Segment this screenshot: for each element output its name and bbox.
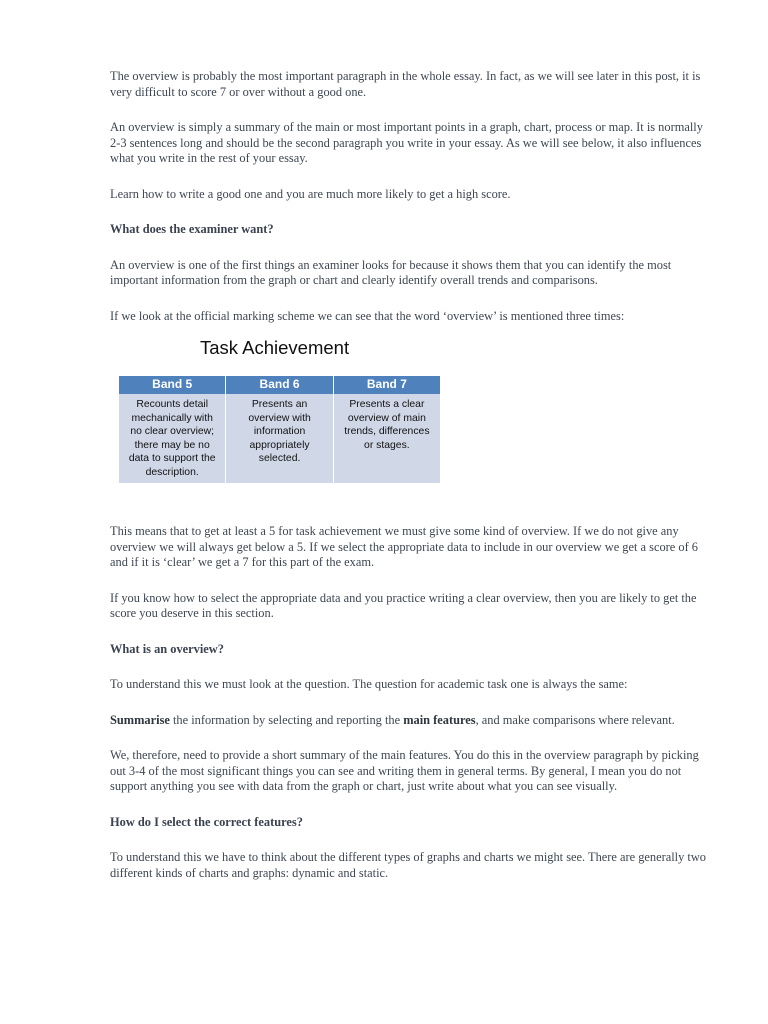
- figure-title: Task Achievement: [200, 337, 350, 358]
- header-band-5: Band 5: [119, 376, 226, 394]
- cell-band-5: [119, 394, 226, 483]
- header-band-6: Band 6: [226, 376, 333, 394]
- header-band-7: Band 7: [333, 376, 440, 394]
- article-body: [110, 69, 716, 901]
- heading-examiner: What does the examiner want?: [110, 222, 274, 236]
- table-row: [119, 394, 440, 483]
- paragraph-learn: Learn how to write a good one and you are much more likely to get a high score.: [110, 186, 511, 201]
- paragraph-chart-types: To understand this we have to think about the different types of graphs and charts we might see. There are generally two different kinds of charts and graphs: dynamic and static.: [110, 850, 706, 880]
- prompt-text-2: , and make comparisons where relevant.: [475, 712, 675, 727]
- bold-summarise: Summarise: [110, 712, 170, 727]
- task-achievement-figure: [110, 337, 716, 524]
- cell-band-7: [333, 394, 440, 483]
- paragraph-question: To understand this we must look at the question. The question for academic task one is always the same:: [110, 677, 628, 691]
- paragraph-task-prompt: [110, 713, 716, 729]
- paragraph-band-meaning: This means that to get at least a 5 for task achievement we must give some kind of overview. If we do not give any overview we will always get below a 5. If we select the appropriate data to include in our overview we get a score of 6 and if it is ‘clear’ we get a 7 for this part of the exam.: [110, 524, 698, 569]
- paragraph-intro: The overview is probably the most important paragraph in the whole essay. In fact, as we will see later in this post, it is very difficult to score 7 or over without a good one.: [110, 69, 701, 99]
- table-header-row: [119, 376, 440, 394]
- band-descriptor-table: [119, 376, 440, 483]
- paragraph-definition: An overview is simply a summary of the main or most important points in a graph, chart, process or map. It is normally 2-3 sentences long and should be the second paragraph you write in your essay. As we will see below, it also influences what you write in the rest of your essay.: [110, 120, 703, 165]
- bold-main-features: main features: [403, 712, 476, 727]
- prompt-text-1: the information by selecting and reporting the: [169, 712, 404, 727]
- paragraph-examiner: An overview is one of the first things an examiner looks for because it shows them that you can identify the most important information from the graph or chart and clearly identify overall trends and comparisons.: [110, 257, 672, 287]
- paragraph-marking-scheme: If we look at the official marking scheme we can see that the word ‘overview’ is mentioned three times:: [110, 308, 625, 323]
- heading-what-is-overview: What is an overview?: [110, 641, 224, 656]
- cell-band-5-text: Recounts detail mechanically with no clear overview; there may be no data to support the description.: [128, 399, 216, 478]
- cell-band-6-text: Presents an overview with information appropriately selected.: [248, 399, 311, 464]
- paragraph-summary-explanation: We, therefore, need to provide a short summary of the main features. You do this in the overview paragraph by picking out 3-4 of the most significant things you can see and writing them in general terms. By general, I mean you do not support anything you see with data from the graph or chart, just write about what you can see visually.: [110, 748, 699, 793]
- paragraph-select-data: If you know how to select the appropriate data and you practice writing a clear overview, then you are likely to get the score you deserve in this section.: [110, 590, 697, 620]
- heading-select-features: How do I select the correct features?: [110, 814, 303, 829]
- cell-band-6: [226, 394, 333, 483]
- cell-band-7-text: Presents a clear overview of main trends, differences or stages.: [344, 399, 430, 451]
